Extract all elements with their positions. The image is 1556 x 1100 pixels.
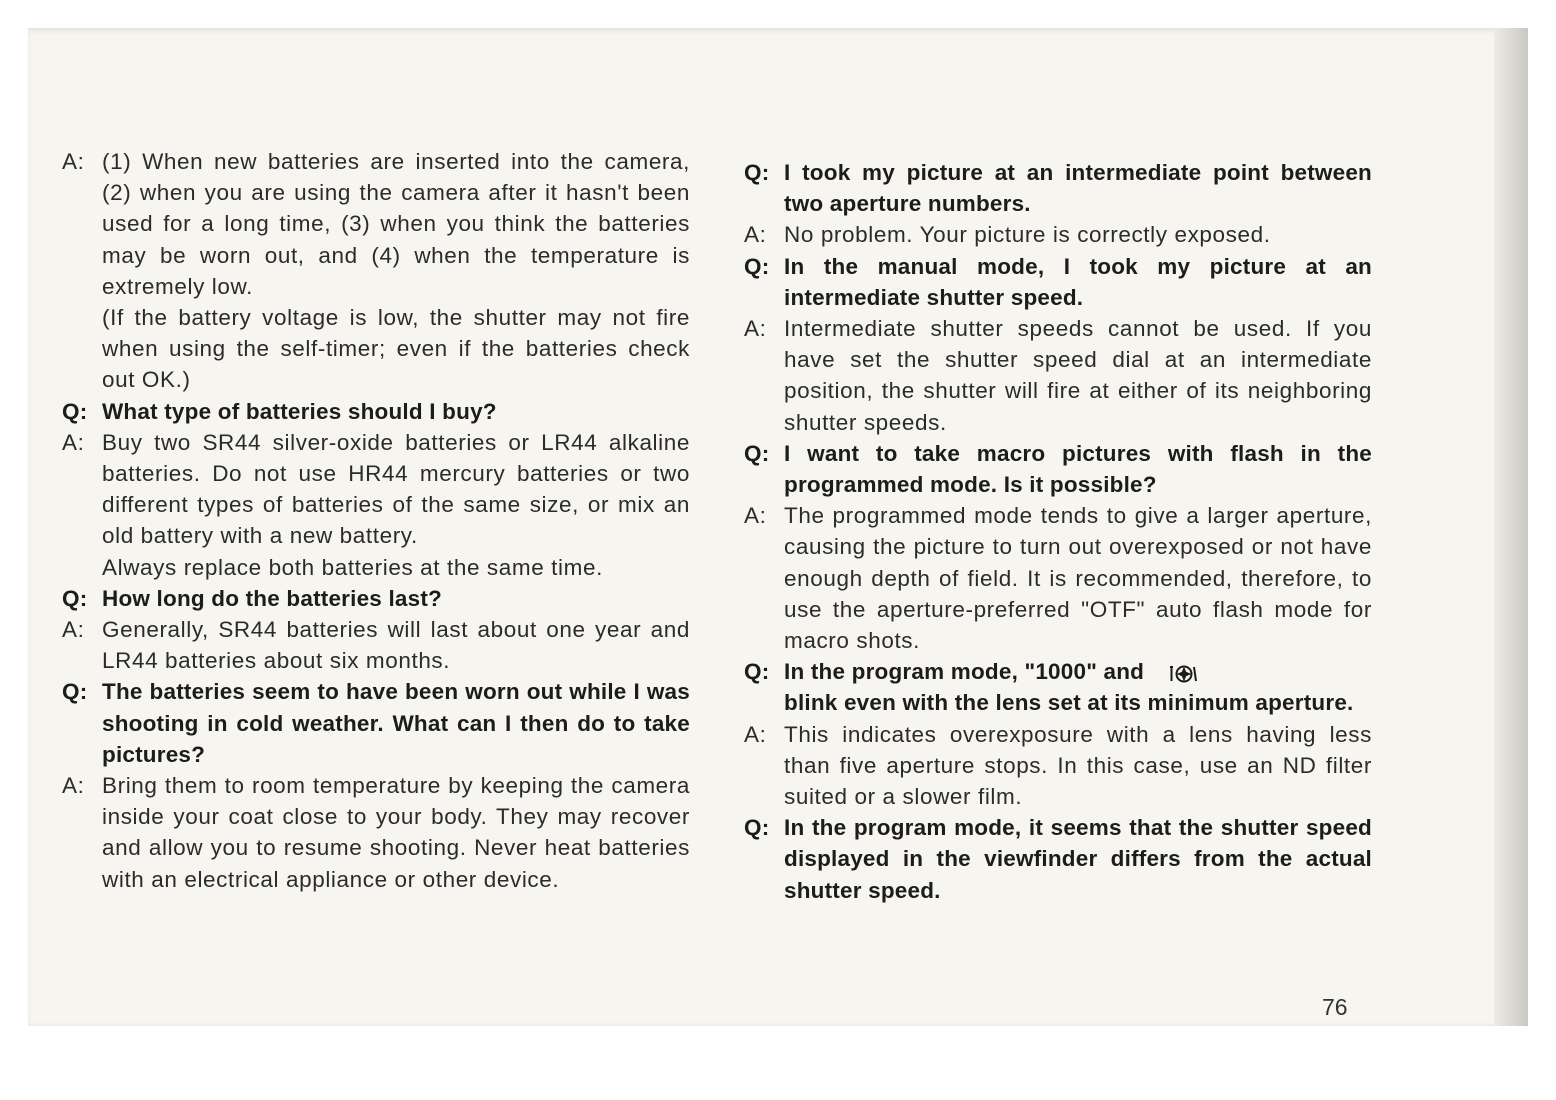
question-text: In the manual mode, I took my picture at an intermediate shutter speed. — [784, 253, 1372, 310]
question-text: What type of batteries should I buy? — [102, 398, 497, 424]
question-text: I took my picture at an intermediate point between two aperture numbers. — [784, 160, 1372, 217]
answer-block — [744, 719, 1372, 813]
answer-tag: A: — [62, 149, 85, 174]
question-block — [744, 812, 1372, 906]
answer-tag: A: — [744, 503, 767, 529]
question-block — [744, 157, 1372, 219]
answer-block — [744, 500, 1372, 656]
question-text: The batteries seem to have been worn out while I was shooting in cold weather. What can I then do to take pictures? — [102, 679, 690, 767]
answer-paragraph: Always replace both batteries at the same time. — [102, 554, 603, 580]
question-text — [784, 656, 1372, 718]
answer-tag: A: — [62, 617, 85, 643]
answer-block — [62, 146, 690, 396]
question-block — [62, 583, 690, 614]
answer-text: Generally, SR44 batteries will last about one year and LR44 batteries about six months. — [102, 617, 690, 674]
answer-block — [744, 219, 1372, 250]
answer-paragraph: (If the battery voltage is low, the shutter may not fire when using the self-timer; even if the batteries check out OK.) — [102, 305, 690, 393]
question-tag: Q: — [62, 679, 88, 705]
question-tag: Q: — [62, 585, 88, 611]
answer-tag: A: — [62, 773, 85, 799]
answer-paragraph: Buy two SR44 silver-oxide batteries or LR44 alkaline batteries. Do not use HR44 mercury batteries or two different types of batteries of the same size, or mix an old battery with a new battery. — [102, 429, 690, 549]
question-block — [62, 676, 690, 770]
answer-tag: A: — [744, 721, 767, 747]
answer-text: Bring them to room temperature by keeping the camera inside your coat close to your body. They may recover and allow you to resume shooting. Never heat batteries with an electrical appliance or other device. — [102, 773, 690, 892]
question-tag: Q: — [62, 398, 88, 424]
answer-text — [102, 427, 690, 583]
question-tag: Q: — [744, 253, 770, 279]
aperture-symbol-icon — [1169, 662, 1197, 684]
page-number: 76 — [1322, 994, 1348, 1020]
question-text-start: In the program mode, "1000" and — [784, 659, 1145, 685]
question-tag: Q: — [744, 815, 770, 841]
question-text: How long do the batteries last? — [102, 585, 442, 611]
answer-tag: A: — [744, 222, 767, 248]
question-text: I want to take macro pictures with flash in the programmed mode. Is it possible? — [784, 440, 1372, 498]
question-tag: Q: — [744, 160, 770, 185]
question-text-end: blink even with the lens set at its minimum aperture. — [784, 690, 1354, 716]
question-tag: Q: — [744, 659, 770, 685]
answer-text: Intermediate shutter speeds cannot be used. If you have set the shutter speed dial at an intermediate position, the shutter will fire at either of its neighboring shutter speeds. — [784, 316, 1372, 435]
answer-text: This indicates overexposure with a lens having less than five aperture stops. In this case, use an ND filter suited or a slower film. — [784, 721, 1372, 810]
question-block — [62, 396, 690, 427]
answer-text: The programmed mode tends to give a larger aperture, causing the picture to turn out overexposed or not have enough depth of field. It is recommended, therefore, to use the aperture-preferred "OTF" auto flash mode for macro shots. — [784, 503, 1372, 654]
answer-tag: A: — [744, 316, 767, 342]
right-column — [744, 157, 1372, 906]
answer-block — [62, 614, 690, 676]
left-column — [62, 146, 690, 895]
page-edge-shadow — [1494, 28, 1528, 1026]
answer-text: No problem. Your picture is correctly exposed. — [784, 222, 1271, 248]
question-text: In the program mode, it seems that the shutter speed displayed in the viewfinder differs from the actual shutter speed. — [784, 815, 1372, 903]
question-block — [744, 438, 1372, 500]
question-tag: Q: — [744, 440, 770, 466]
answer-block — [62, 770, 690, 895]
answer-text — [102, 146, 690, 396]
answer-block — [744, 313, 1372, 438]
question-block — [744, 251, 1372, 313]
answer-block — [62, 427, 690, 583]
answer-tag: A: — [62, 429, 85, 455]
answer-paragraph: (1) When new batteries are inserted into the camera, (2) when you are using the camera after it hasn't been used for a long time, (3) when you think the batteries may be worn out, and (4) when the temperature is extremely low. — [102, 149, 690, 299]
question-block — [744, 656, 1372, 718]
